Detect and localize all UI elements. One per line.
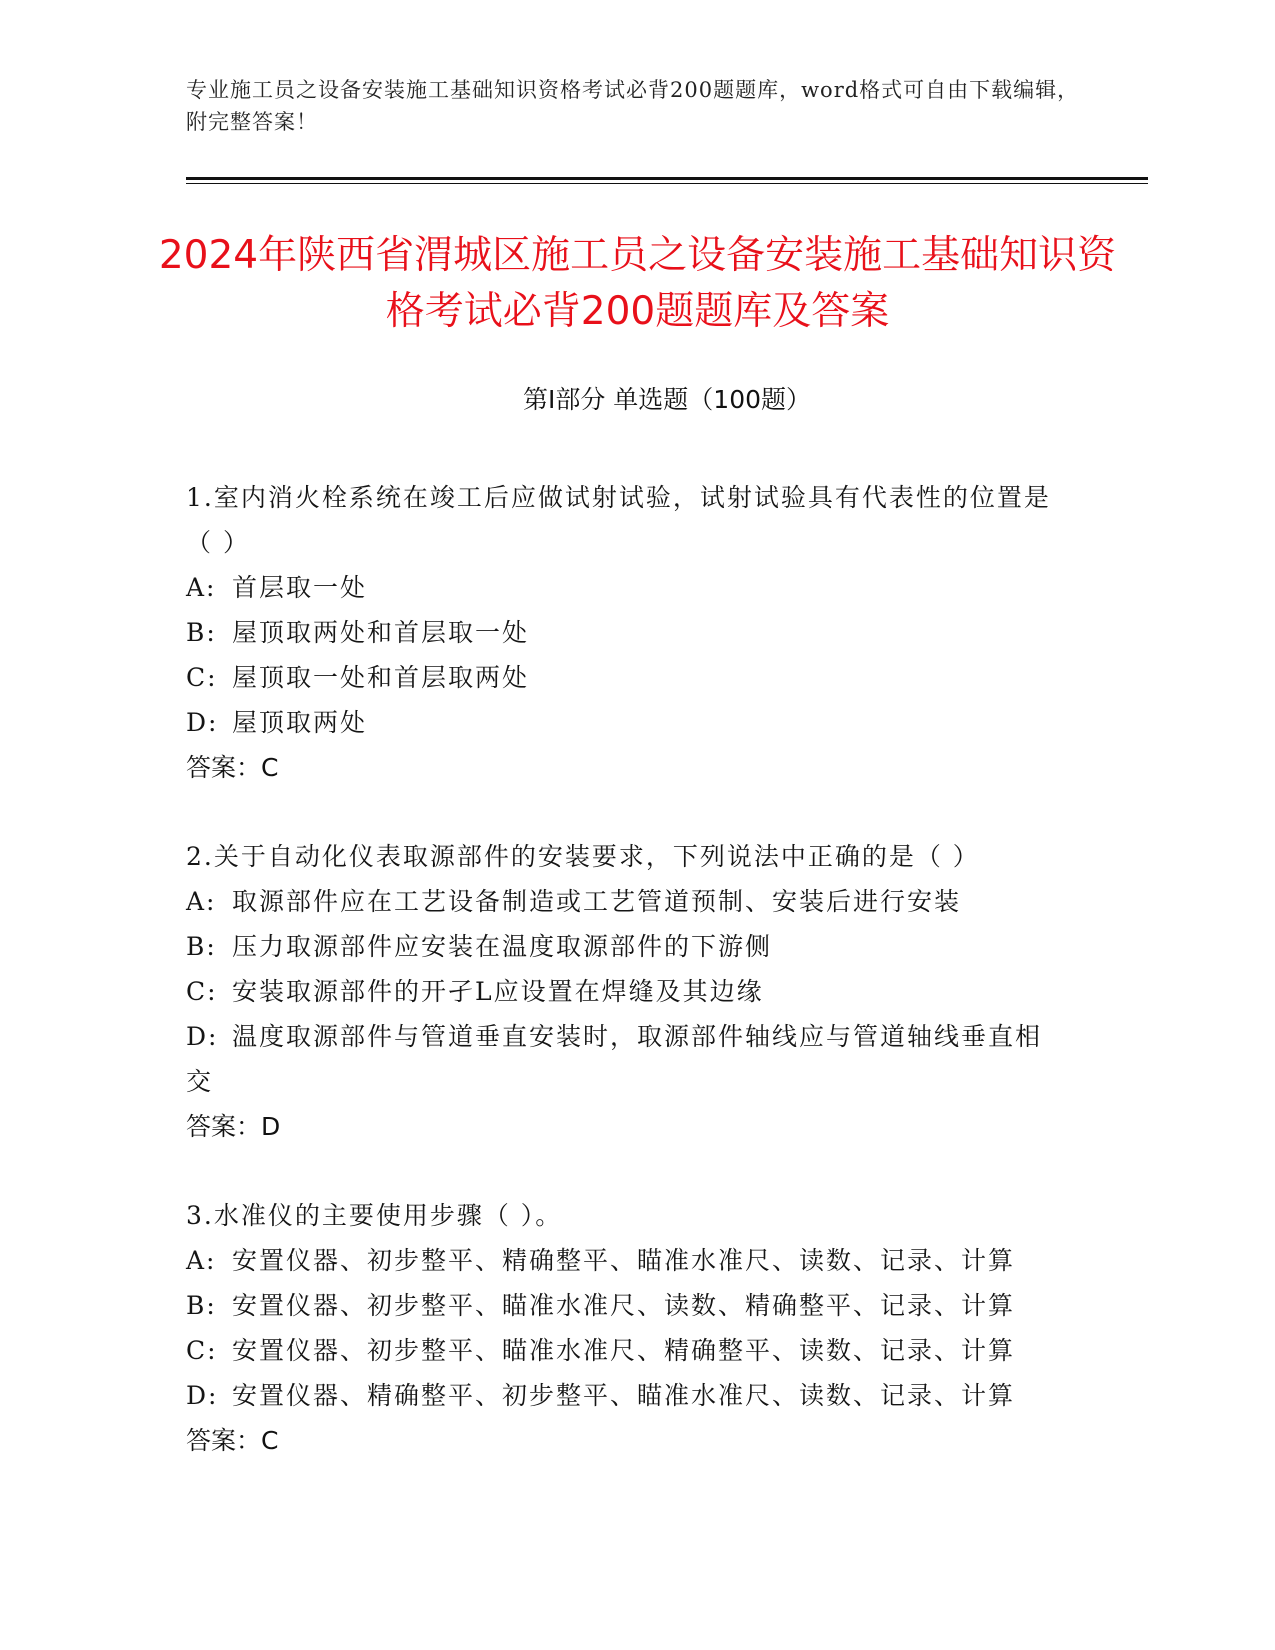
question-1: [186, 475, 1066, 790]
option-b: [186, 924, 1066, 969]
answer-line: 答案：C: [186, 1426, 279, 1455]
option-text: 安置仪器、初步整平、精确整平、瞄准水准尺、读数、记录、计算: [232, 1246, 1016, 1275]
section-title: 第I部分 单选题（100题）: [522, 385, 812, 414]
header-rule-thin: [186, 183, 1148, 184]
option-letter: C:: [186, 663, 218, 692]
option-a: [186, 879, 1066, 924]
option-c: [186, 655, 1066, 700]
question-stem: 2.关于自动化仪表取源部件的安装要求，下列说法中正确的是（ ）: [186, 842, 980, 871]
question-list: [186, 475, 1066, 1507]
option-letter: C:: [186, 977, 218, 1006]
option-text: 安装取源部件的开孑L应设置在焊缝及其边缘: [232, 977, 764, 1006]
question-2: [186, 834, 1066, 1149]
option-text: 屋顶取两处和首层取一处: [232, 618, 530, 647]
option-d: [186, 1014, 1066, 1104]
option-text: 首层取一处: [232, 573, 368, 602]
header-rule-thick: [186, 177, 1148, 180]
option-letter: A:: [186, 887, 217, 916]
option-text: 安置仪器、精确整平、初步整平、瞄准水准尺、读数、记录、计算: [232, 1381, 1016, 1410]
answer-line: 答案：C: [186, 753, 279, 782]
option-text: 压力取源部件应安装在温度取源部件的下游侧: [232, 932, 773, 961]
option-b: [186, 1283, 1066, 1328]
option-d: [186, 700, 1066, 745]
option-letter: D:: [186, 1022, 219, 1051]
option-letter: D:: [186, 1381, 219, 1410]
option-c: [186, 1328, 1066, 1373]
option-text: 温度取源部件与管道垂直安装时，取源部件轴线应与管道轴线垂直相交: [186, 1022, 1043, 1096]
option-letter: A:: [186, 573, 217, 602]
option-letter: C:: [186, 1336, 218, 1365]
option-letter: A:: [186, 1246, 217, 1275]
header-note: 专业施工员之设备安装施工基础知识资格考试必背200题题库，word格式可自由下载编辑，附完整答案！: [186, 78, 1080, 134]
option-letter: B:: [186, 618, 217, 647]
option-text: 取源部件应在工艺设备制造或工艺管道预制、安装后进行安装: [232, 887, 962, 916]
question-stem: 1.室内消火栓系统在竣工后应做试射试验，试射试验具有代表性的位置是（ ）: [186, 483, 1051, 557]
answer-line: 答案：D: [186, 1112, 281, 1141]
option-text: 安置仪器、初步整平、瞄准水准尺、读数、精确整平、记录、计算: [232, 1291, 1016, 1320]
option-text: 屋顶取一处和首层取两处: [232, 663, 530, 692]
option-letter: B:: [186, 932, 217, 961]
question-3: [186, 1193, 1066, 1463]
option-b: [186, 610, 1066, 655]
option-letter: D:: [186, 708, 219, 737]
option-a: [186, 565, 1066, 610]
option-a: [186, 1238, 1066, 1283]
document-title: 2024年陕西省渭城区施工员之设备安装施工基础知识资格考试必背200题题库及答案: [158, 233, 1117, 334]
option-text: 屋顶取两处: [232, 708, 368, 737]
option-text: 安置仪器、初步整平、瞄准水准尺、精确整平、读数、记录、计算: [232, 1336, 1016, 1365]
option-letter: B:: [186, 1291, 217, 1320]
question-stem: 3.水准仪的主要使用步骤（ ）。: [186, 1201, 563, 1230]
option-d: [186, 1373, 1066, 1418]
option-c: [186, 969, 1066, 1014]
